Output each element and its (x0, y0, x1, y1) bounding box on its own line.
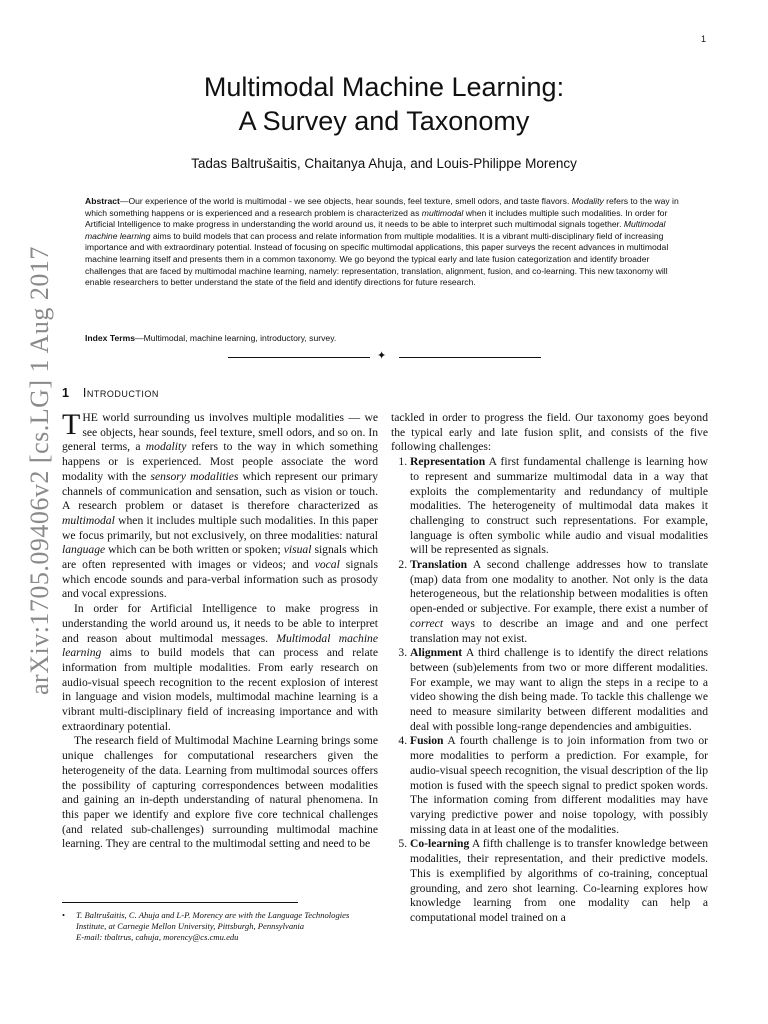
emph: language (62, 543, 106, 557)
paragraph (62, 602, 378, 734)
footnote-bullet: • (62, 910, 66, 920)
challenge-list (391, 455, 708, 926)
page-number: 1 (700, 34, 706, 44)
footnote (62, 910, 378, 943)
text: In order for Artificial Intelligence to make progress in understanding the world around us, it needs to be able to interpret and reason about multimodal messages. (62, 602, 378, 645)
challenge-label: Representation (410, 455, 486, 469)
challenge-label: Fusion (410, 734, 444, 748)
emph: visual (283, 543, 312, 557)
paragraph (62, 408, 378, 602)
text: A fifth challenge is to transfer knowledge between modalities, their representation, and their predictive models. This is exemplified by algorithms of co-training, conceptual grounding, and zero shot learning. Co-learning explores how knowledge learning from one modality can help a computational model trained on a (410, 837, 708, 924)
emph: multimodal (62, 513, 115, 527)
text: which represent our primary channels of communication and sensation, such as vision or touch. A research problem or dataset is therefore characterized as (62, 469, 378, 513)
footnote-affiliation: T. Baltrušaitis, C. Ahuja and L-P. Morency are with the Language Technologies Institute, at Carnegie Mellon University, Pittsburgh, Pennsylvania (76, 910, 350, 931)
divider-rule-right (399, 357, 541, 358)
text: A second challenge addresses how to translate (map) data from one modality to another. Not only is the data heterogeneous, but the relationship between modalities is often open-ended or subjective. For example, there exist a number of (410, 558, 708, 616)
emph: sensory modalities (150, 469, 239, 483)
text: ways to describe an image and and one perfect translation may not exist. (410, 616, 708, 645)
divider-rule-left (228, 357, 370, 358)
title-line-1: Multimodal Machine Learning: (203, 72, 565, 102)
abstract-emph: Modality (571, 196, 604, 206)
list-item (410, 455, 708, 558)
text: A first fundamental challenge is learning how to represent and summarize multimodal data in a way that exploits the complementarity and redundancy of multiple modalities. The heterogeneity of multimodal data makes it challenging to construct such representations. For example, language is often symbolic while audio and visual modalities will be represented as signals. (410, 455, 708, 557)
text: signals which are often represented with images or videos; and (62, 543, 378, 572)
list-item (410, 558, 708, 646)
challenge-label: Alignment (410, 646, 463, 660)
right-column (391, 411, 708, 926)
left-column (62, 408, 378, 852)
section-number: 1 (62, 386, 69, 400)
list-item (410, 734, 708, 837)
text: A fourth challenge is to join information from two or more modalities to perform a prediction. For example, for audio-visual speech recognition, the visual description of the lip motion is fused with the speech signal to predict spoken words. The information coming from different modalities may have varying predictive power and noise topology, with possibly missing data in at least one of the modalities. (410, 734, 708, 836)
section-title: Introduction (82, 386, 159, 400)
paragraph: The research field of Multimodal Machine Learning brings some unique challenges for computational researchers given the heterogeneity of the data. Learning from multimodal sources offers the possibility of capturing correspondences between modalities and gaining an in-depth understanding of natural phenomena. In this paper we identify and explore five core technical challenges (and related sub-challenges) surrounding multimodal machine learning. They are central to the multimodal setting and need to be (62, 734, 378, 851)
abstract-text: aims to build models that can process and relate information from multiple modalities. It is a vibrant multi-disciplinary field of increasing importance and with extraordinary potential. Instead of focusing on specific multimodal applications, this paper surveys the recent advances in multimodal machine learning itself and presents them in a common taxonomy. We go beyond the typical early and late fusion categorization and identify broader challenges that are faced by multimodal machine learning, namely: representation, translation, alignment, fusion, and co-learning. This new taxonomy will enable researchers to better understand the state of the field and identify directions for future research. (85, 230, 669, 288)
paragraph: tackled in order to progress the field. Our taxonomy goes beyond the typical early and late fusion split, and consists of the five following challenges: (391, 411, 708, 454)
text: which can be both written or spoken; (105, 543, 284, 557)
list-item (410, 837, 708, 925)
abstract-text: —Our experience of the world is multimodal - we see objects, hear sounds, feel texture, smell odors, and taste flavors. (119, 196, 572, 206)
paper-title (0, 70, 768, 138)
text: when it includes multiple such modalities. In this paper we focus primarily, but not exclusively, on three modalities: natural (62, 513, 378, 542)
text: A third challenge is to identify the direct relations between (sub)elements from two or more different modalities. For example, we may want to align the steps in a recipe to a video showing the dish being made. To tackle this challenge we need to measure similarity between different modalities and deal with possible long-range dependencies and ambiguities. (410, 646, 708, 733)
text: signals which encode sounds and para-verbal information such as prosody and vocal expressions. (62, 558, 378, 601)
challenge-label: Co-learning (410, 837, 470, 851)
emph: Multimodal machine learning (62, 631, 378, 660)
index-terms-label: Index Terms (85, 333, 135, 343)
footnote-email: E-mail: tbaltrus, cahuja, morency@cs.cmu.edu (76, 932, 239, 942)
abstract-emph: Multimodal machine learning (85, 219, 666, 241)
emph: vocal (314, 558, 340, 572)
list-item (410, 646, 708, 734)
abstract (85, 196, 685, 289)
emph: correct (410, 616, 444, 630)
emph: modality (145, 440, 187, 454)
abstract-label: Abstract (85, 196, 120, 206)
divider-ornament: ✦ (377, 350, 387, 362)
abstract-text: refers to the way in which something happens or is experienced and a research problem is characterized as (85, 196, 679, 218)
index-terms-text: —Multimodal, machine learning, introductory, survey. (135, 333, 337, 343)
text: aims to build models that can process and relate information from multiple modalities. From early research on audio-visual speech recognition to the recent explosion of interest in language and vision models, multimodal machine learning is a vibrant multi-disciplinary field of increasing importance and with extraordinary potential. (62, 646, 378, 733)
title-line-2: A Survey and Taxonomy (238, 106, 530, 136)
abstract-emph: multimodal (421, 207, 464, 218)
section-heading (62, 386, 159, 400)
challenge-label: Translation (410, 558, 468, 572)
drop-cap: T (62, 408, 81, 441)
text: refers to the way in which something happens or is experienced. Most people associate the word modality with the (62, 440, 378, 483)
text: HE world surrounding us involves multiple modalities — we see objects, hear sounds, feel texture, smell odors, and so on. In general terms, a (62, 411, 378, 454)
index-terms (85, 333, 685, 343)
authors: Tadas Baltrušaitis, Chaitanya Ahuja, and Louis-Philippe Morency (191, 156, 577, 171)
arxiv-stamp: arXiv:1705.09406v2 [cs.LG] 1 Aug 2017 (25, 246, 54, 695)
abstract-text: when it includes multiple such modalities. In order for Artificial Intelligence to make progress in understanding the world around us, it needs to be able to interpret such multimodal signals together. (85, 207, 668, 230)
footnote-rule (62, 902, 298, 903)
